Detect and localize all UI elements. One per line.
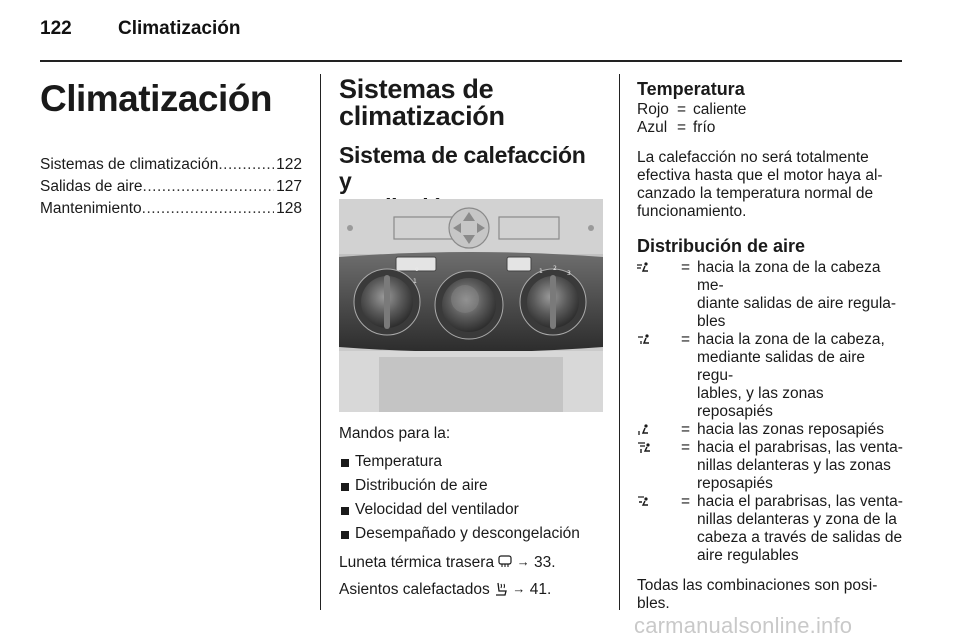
running-title: Climatización bbox=[118, 18, 241, 39]
toc-entry[interactable] bbox=[40, 198, 302, 220]
column-divider bbox=[320, 74, 321, 610]
item-line: hacia el parabrisas, las venta- bbox=[697, 439, 903, 456]
toc-entry[interactable] bbox=[40, 154, 302, 176]
list-item bbox=[339, 474, 603, 498]
section-column bbox=[339, 74, 603, 598]
section-title-line: Sistemas de bbox=[339, 74, 494, 104]
svg-text:o: o bbox=[415, 266, 419, 273]
toc-page: 122 bbox=[276, 156, 302, 173]
item-text bbox=[697, 493, 903, 565]
note-line: La calefacción no será totalmente bbox=[637, 149, 869, 166]
note-line: funcionamiento. bbox=[637, 203, 747, 220]
head-vent-icon bbox=[637, 259, 681, 331]
rear-window-reference bbox=[339, 552, 603, 573]
note-line: Todas las combinaciones son posi- bbox=[637, 577, 878, 594]
rear-window-text: Luneta térmica trasera bbox=[339, 554, 495, 571]
page-reference-link[interactable]: 41. bbox=[529, 581, 552, 598]
item-line: bles bbox=[697, 313, 726, 330]
toc-label: Salidas de aire bbox=[40, 178, 143, 195]
item-line: cabeza a través de salidas de bbox=[697, 529, 903, 546]
legend-key: Rojo bbox=[637, 101, 669, 118]
bullet-square-icon bbox=[341, 531, 349, 539]
temperature-heading: Temperatura bbox=[637, 79, 745, 99]
item-equals: = bbox=[681, 439, 691, 456]
subsection-title-line: Sistema de calefacción y bbox=[339, 142, 586, 194]
note-line: efectiva hasta que el motor haya al- bbox=[637, 167, 883, 184]
svg-text:2: 2 bbox=[553, 265, 557, 272]
legend-value: caliente bbox=[693, 101, 747, 118]
toc-page: 127 bbox=[276, 178, 302, 195]
watermark: carmanualsonline.info bbox=[634, 613, 853, 638]
item-equals: = bbox=[681, 331, 691, 348]
item-equals: = bbox=[681, 493, 691, 510]
temperature-legend-row bbox=[637, 119, 903, 137]
feet-vent-icon bbox=[637, 421, 681, 439]
item-text bbox=[697, 421, 903, 439]
controls-intro: Mandos para la: bbox=[339, 425, 451, 442]
toc-leader bbox=[143, 176, 275, 198]
svg-text:1: 1 bbox=[539, 268, 543, 275]
item-text bbox=[697, 259, 903, 331]
item-text bbox=[697, 439, 903, 493]
distribution-row bbox=[637, 421, 903, 439]
distribution-row bbox=[637, 493, 903, 565]
list-item-text: Desempañado y descongelación bbox=[355, 525, 580, 542]
windscreen-feet-icon bbox=[637, 439, 681, 493]
list-item bbox=[339, 498, 603, 522]
combinations-note bbox=[637, 577, 903, 613]
details-column bbox=[637, 78, 903, 613]
controls-text bbox=[339, 424, 603, 606]
temperature-note bbox=[637, 149, 903, 221]
list-item bbox=[339, 450, 603, 474]
toc-leader bbox=[218, 154, 274, 176]
header-rule bbox=[40, 60, 902, 62]
bullet-square-icon bbox=[341, 459, 349, 467]
reference-arrow-icon: → bbox=[516, 554, 530, 569]
column-divider bbox=[619, 74, 620, 610]
item-text bbox=[697, 331, 903, 421]
toc-page: 128 bbox=[276, 200, 302, 217]
note-line: canzado la temperatura normal de bbox=[637, 185, 874, 202]
toc-entry[interactable] bbox=[40, 176, 302, 198]
item-line: nillas delanteras y zona de la bbox=[697, 511, 897, 528]
rear-window-heater-icon bbox=[498, 555, 512, 568]
list-item-text: Velocidad del ventilador bbox=[355, 501, 519, 518]
climate-control-panel-image bbox=[339, 199, 603, 412]
item-line: nillas delanteras y las zonas bbox=[697, 457, 891, 474]
item-line: diante salidas de aire regula- bbox=[697, 295, 897, 312]
head-feet-vent-icon bbox=[637, 331, 681, 421]
list-item-text: Distribución de aire bbox=[355, 477, 488, 494]
item-line: mediante salidas de aire regu- bbox=[697, 349, 866, 384]
legend-equals: = bbox=[677, 119, 687, 136]
distribution-row bbox=[637, 439, 903, 493]
item-line: reposapiés bbox=[697, 475, 773, 492]
legend-key: Azul bbox=[637, 119, 668, 136]
item-line: aire regulables bbox=[697, 547, 799, 564]
windscreen-head-feet-icon bbox=[637, 493, 681, 565]
heated-seats-reference bbox=[339, 579, 603, 600]
item-line: hacia las zonas reposapiés bbox=[697, 421, 884, 438]
toc-label: Mantenimiento bbox=[40, 200, 142, 217]
note-line: bles. bbox=[637, 595, 670, 612]
chapter-title: Climatización bbox=[40, 78, 272, 119]
heated-seat-icon bbox=[494, 582, 508, 596]
distribution-row bbox=[637, 259, 903, 331]
bullet-square-icon bbox=[341, 507, 349, 515]
toc-label: Sistemas de climatización bbox=[40, 156, 219, 173]
distribution-row bbox=[637, 331, 903, 421]
table-of-contents bbox=[40, 154, 302, 220]
item-line: lables, y las zonas reposapiés bbox=[697, 385, 824, 420]
heated-seats-text: Asientos calefactados bbox=[339, 581, 490, 598]
item-line: hacia la zona de la cabeza, bbox=[697, 331, 885, 348]
item-equals: = bbox=[681, 421, 691, 438]
reference-arrow-icon: → bbox=[512, 581, 526, 596]
temperature-legend-row bbox=[637, 101, 903, 119]
item-line: hacia la zona de la cabeza me- bbox=[697, 259, 881, 294]
legend-value: frío bbox=[693, 119, 716, 136]
legend-equals: = bbox=[677, 101, 687, 118]
list-item-text: Temperatura bbox=[355, 453, 443, 470]
page-number: 122 bbox=[40, 18, 72, 39]
bullet-square-icon bbox=[341, 483, 349, 491]
item-equals: = bbox=[681, 259, 691, 276]
svg-text:3: 3 bbox=[567, 270, 571, 277]
controls-list bbox=[339, 450, 603, 546]
section-title-line: climatización bbox=[339, 101, 505, 131]
chapter-column bbox=[40, 70, 302, 220]
toc-leader bbox=[142, 198, 274, 220]
page-reference-link[interactable]: 33. bbox=[534, 554, 556, 571]
section-title bbox=[339, 76, 603, 130]
air-distribution-heading: Distribución de aire bbox=[637, 236, 806, 256]
list-item bbox=[339, 522, 603, 546]
item-line: hacia el parabrisas, las venta- bbox=[697, 493, 903, 510]
svg-text:1: 1 bbox=[413, 278, 417, 285]
